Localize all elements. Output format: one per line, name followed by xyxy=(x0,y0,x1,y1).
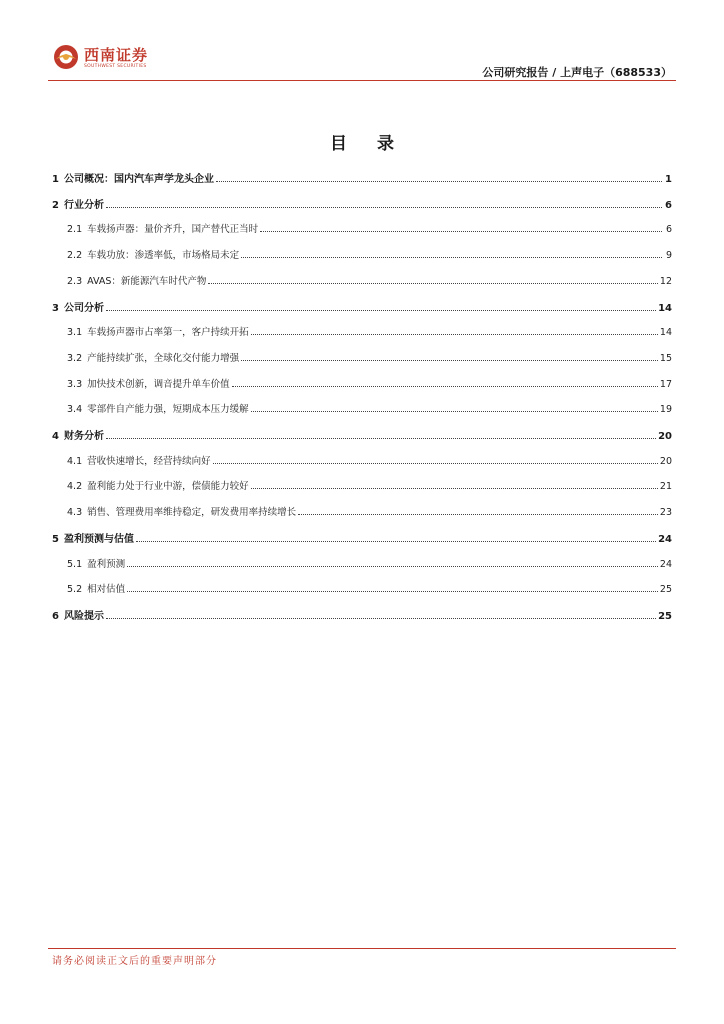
toc-entry-title: 盈利预测与估值 xyxy=(63,533,134,545)
toc-entry-number: 3.2 xyxy=(67,352,83,364)
toc-entry-title: 公司分析 xyxy=(63,302,104,314)
toc-entry-title: 销售、管理费用率维持稳定，研发费用率持续增长 xyxy=(87,507,297,519)
toc-entry-number: 4 xyxy=(52,431,59,442)
toc-leader-dots xyxy=(106,617,656,619)
toc-entry-page: 12 xyxy=(659,275,672,287)
toc-entry-title: 产能持续扩张，全球化交付能力增强 xyxy=(87,352,240,364)
toc-entry-page: 15 xyxy=(659,352,672,364)
toc-leader-dots xyxy=(213,462,658,464)
toc-entry-title: 车载扬声器市占率第一，客户持续开拓 xyxy=(87,327,249,339)
toc-entry-page: 19 xyxy=(659,404,672,416)
toc-leader-dots xyxy=(106,437,656,439)
toc-entry-5-2[interactable] xyxy=(67,581,672,595)
toc-leader-dots xyxy=(241,256,662,258)
toc-entry-title: 行业分析 xyxy=(63,199,104,211)
toc-leader-dots xyxy=(106,206,662,208)
toc-leader-dots xyxy=(260,230,662,232)
toc-entry-number: 1 xyxy=(52,174,59,185)
toc-entry-5-1[interactable] xyxy=(67,556,672,570)
toc-entry-page: 21 xyxy=(659,481,672,493)
toc-entry-page: 25 xyxy=(659,584,672,596)
toc-entry-number: 3.1 xyxy=(67,327,83,339)
toc-leader-dots xyxy=(127,590,658,592)
toc-entry-3-4[interactable] xyxy=(67,401,672,415)
toc-entry-title: 车载功放：渗透率低，市场格局未定 xyxy=(87,250,240,262)
toc-entry-title: 盈利预测 xyxy=(87,558,126,570)
toc-entry-2-2[interactable] xyxy=(67,247,672,261)
toc-leader-dots xyxy=(251,410,658,412)
toc-entry-number: 2.1 xyxy=(67,224,83,236)
toc-entry-number: 4.2 xyxy=(67,481,83,493)
toc-leader-dots xyxy=(241,359,658,361)
toc-entry-title: AVAS：新能源汽车时代产物 xyxy=(87,275,207,287)
toc-entry-number: 2.3 xyxy=(67,275,83,287)
toc-entry-title: 风险提示 xyxy=(63,610,104,622)
toc-leader-dots xyxy=(216,180,662,182)
toc-entry-page: 6 xyxy=(665,224,672,236)
toc-entry-number: 3 xyxy=(52,302,59,314)
toc-leader-dots xyxy=(232,385,658,387)
toc-leader-dots xyxy=(298,513,658,515)
disclaimer-note: 请务必阅读正文后的重要声明部分 xyxy=(52,956,217,967)
toc-leader-dots xyxy=(251,487,658,489)
footer-divider xyxy=(48,948,676,949)
toc-entry-page: 24 xyxy=(659,558,672,570)
toc-entry-title: 公司概况：国内汽车声学龙头企业 xyxy=(63,174,214,185)
toc-entry-number: 3.3 xyxy=(67,378,83,390)
toc-entry-page: 14 xyxy=(659,327,672,339)
toc-entry-number: 4.1 xyxy=(67,455,83,467)
toc-entry-3[interactable] xyxy=(52,299,672,313)
toc-entry-title: 营收快速增长，经营持续向好 xyxy=(87,455,211,467)
toc-leader-dots xyxy=(106,309,656,311)
toc-entry-title: 加快技术创新，调音提升单车价值 xyxy=(87,378,230,390)
toc-entry-number: 6 xyxy=(52,610,59,622)
toc-title: 目 录 xyxy=(330,134,406,154)
toc-entry-title: 财务分析 xyxy=(63,431,104,442)
logo-chinese-name: 西南证券 xyxy=(84,46,149,64)
toc-leader-dots xyxy=(208,282,657,284)
toc-entry-page: 9 xyxy=(665,250,672,262)
toc-entry-number: 3.4 xyxy=(67,404,83,416)
toc-entry-3-2[interactable] xyxy=(67,350,672,364)
toc-entry-4-2[interactable] xyxy=(67,478,672,492)
toc-entry-title: 相对估值 xyxy=(87,584,126,596)
toc-entry-page: 14 xyxy=(658,302,672,314)
header-divider xyxy=(48,80,676,81)
toc-entry-page: 6 xyxy=(665,199,672,211)
toc-entry-6[interactable] xyxy=(52,607,672,621)
toc-entry-title: 车载扬声器：量价齐升，国产替代正当时 xyxy=(87,224,259,236)
toc-entry-number: 4.3 xyxy=(67,507,83,519)
toc-entry-page: 1 xyxy=(665,174,672,185)
toc-entry-page: 25 xyxy=(658,610,672,622)
toc-entry-title: 盈利能力处于行业中游，偿债能力较好 xyxy=(87,481,249,493)
toc-entry-number: 2 xyxy=(52,199,59,211)
toc-entry-2[interactable] xyxy=(52,196,672,210)
toc-entry-4[interactable] xyxy=(52,427,672,441)
toc-entry-title: 零部件自产能力强，短期成本压力缓解 xyxy=(87,404,249,416)
toc-entry-page: 24 xyxy=(658,533,672,545)
toc-entry-3-3[interactable] xyxy=(67,376,672,390)
toc-entry-3-1[interactable] xyxy=(67,324,672,338)
toc-entry-2-1[interactable] xyxy=(67,221,672,235)
toc-entry-number: 5 xyxy=(52,533,59,545)
toc-entry-page: 23 xyxy=(659,507,672,519)
page-header xyxy=(0,0,724,82)
company-logo xyxy=(53,44,173,74)
toc-entry-4-1[interactable] xyxy=(67,453,672,467)
toc-entry-page: 17 xyxy=(659,378,672,390)
toc-leader-dots xyxy=(251,333,658,335)
toc-entry-4-3[interactable] xyxy=(67,504,672,518)
toc-entry-page: 20 xyxy=(659,455,672,467)
toc-leader-dots xyxy=(136,540,656,542)
toc-entry-page: 20 xyxy=(658,431,672,442)
toc-entry-1[interactable] xyxy=(52,170,672,184)
toc-entry-2-3[interactable] xyxy=(67,273,672,287)
toc-entry-5[interactable] xyxy=(52,530,672,544)
toc-entry-number: 5.2 xyxy=(67,584,83,596)
logo-english-name: SOUTHWEST SECURITIES xyxy=(84,64,147,69)
toc-leader-dots xyxy=(127,565,658,567)
toc-entry-number: 5.1 xyxy=(67,558,83,570)
toc-entry-number: 2.2 xyxy=(67,250,83,262)
report-type-and-company: 公司研究报告 / 上声电子（688533） xyxy=(482,66,672,79)
southwest-securities-logo-icon xyxy=(53,44,79,70)
